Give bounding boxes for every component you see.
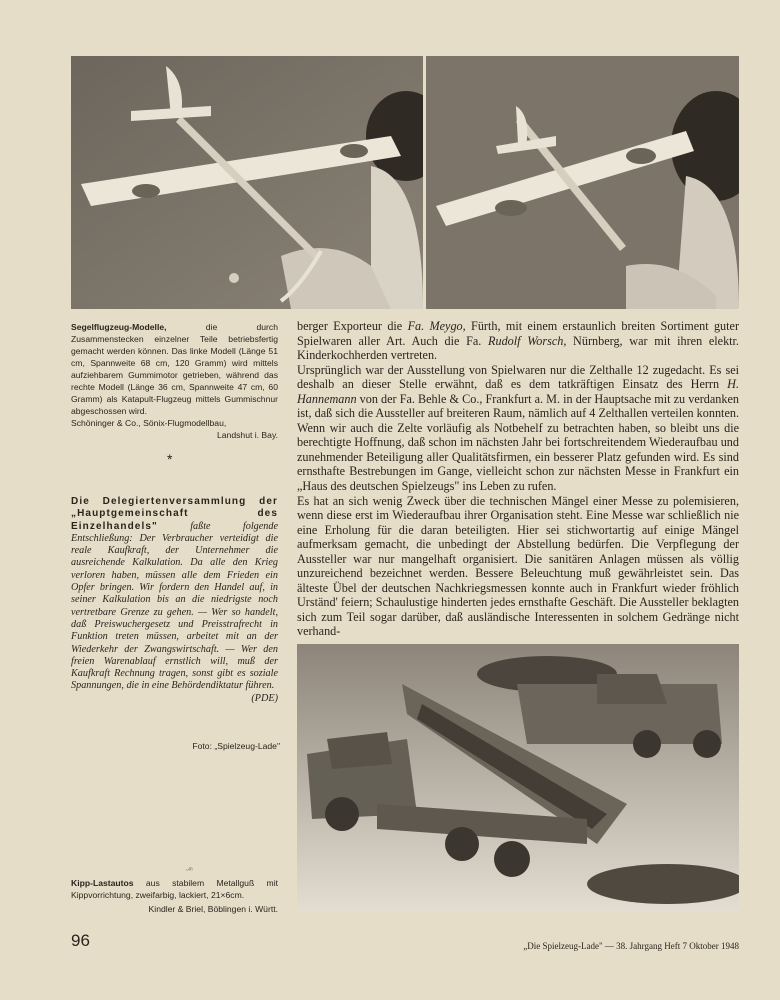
photo-glider-motor xyxy=(71,56,423,309)
page-number: 96 xyxy=(71,931,90,950)
journal-footer: „Die Spielzeug-Lade" — 38. Jahrgang Heft 7 Oktober 1948 xyxy=(523,941,739,951)
delegates-heading: Die Delegiertenversammlung der „Hauptgemeinschaft des Einzelhandels" xyxy=(71,496,278,532)
photo-dump-trucks xyxy=(297,644,739,912)
glider-caption-credit xyxy=(71,417,278,441)
delegates-intro: faßte folgende Entschließung: xyxy=(71,520,278,544)
firm-meygo: Fa. Meygo, xyxy=(407,319,466,333)
delegates-body: Der Verbraucher verteidigt die reale Kaufkraft, der Unternehmer die ausreichende Kalkulation. Da alle den Krieg verloren haben, müssen alle dem Frieden ein Opfer bringen. Wir fordern den Handel auf, in seiner Kalkulation bis an die niedrigste noch vertretbare Grenze zu gehen. — Wer so handelt, daß Preiswuchergesetz und Preisstrafrecht in Funktion treten müssen, arbeitet mit an der Wiederkehr der Zwangswirtschaft. — Wer den freien Warenablauf ernstlich will, muß der Kaufkraft Rechnung tragen, sonst gibt es soziale Spannungen, die in eine Behördendiktatur führen. xyxy=(71,532,278,692)
article-body xyxy=(297,319,739,639)
glider-caption-title: Segelflugzeug-Modelle, xyxy=(71,322,167,332)
p1-part-b: Fürth, mit einem erstaunlich breiten Sortiment guter Spielwaren aller Art. Auch die Fa. xyxy=(297,319,739,348)
small-mark: ᵕᵐ xyxy=(186,867,193,874)
paragraph-2 xyxy=(297,363,739,494)
photo-credit: Foto: „Spielzeug-Lade" xyxy=(192,741,280,751)
photo-glider-catapult xyxy=(426,56,739,309)
glider-credit-line2: Landshut i. Bay. xyxy=(217,430,278,440)
p2-part-b: von der Fa. Behle & Co., Frankfurt a. M. in der Hauptsache mit zu verdanken ist, daß sich die Aussteller auf breiteren Raum, nämlich auf 4 Zelthallen verteilen konnten. Wenn wir auch die Zelte vorläufig als Notbehelf zu betrachten haben, so bleibt uns die berechtigte Hoffnung, daß schon im nächsten Jahr bei fortschreitendem Wiederaufbau und zunehmender Beteiligung aller Qualitätsfirmen, ein besserer Platz gefunden wird. Es sind ernsthafte Bestrebungen im Gange, vielleicht schon zur nächsten Messe in Frankfurt ein „Haus des deutschen Spielzeugs" ins Leben zu rufen. xyxy=(297,391,739,494)
person-hannemann: H. Hannemann xyxy=(297,377,739,406)
glider-credit-line1: Schöninger & Co., Sönix-Flugmodellbau, xyxy=(71,418,227,428)
glider-photo-right-image xyxy=(426,56,739,309)
delegates-resolution-box xyxy=(71,496,278,705)
truck-caption-text: aus stabilem Metallguß mit Kippvorrichtung, zweifarbig, lackiert, 21×6cm. xyxy=(71,878,278,900)
p2-part-a: Ursprünglich war der Ausstellung von Spielwaren nur die Zelthalle 12 zugedacht. Es sei deshalb an dieser Stelle erwähnt, daß es dem tatkräftigen Einsatz des Herrn xyxy=(297,362,739,392)
firm-worsch: Rudolf Worsch, xyxy=(488,333,567,348)
section-separator: * xyxy=(167,451,173,467)
truck-caption-credit: Kindler & Briel, Böblingen i. Württ. xyxy=(148,904,278,914)
truck-photo-image xyxy=(297,644,739,912)
truck-caption xyxy=(71,877,278,901)
delegates-source: (PDE) xyxy=(251,692,278,704)
p1-part-a: berger Exporteur die xyxy=(297,319,408,333)
glider-caption-text: die durch Zusammenstecken einzelner Teile betriebsfertig gemacht werden können. Das linke Modell (Länge 51 cm, Spannweite 68 cm, 120 Gramm) wird mittels aufziehbarem Gummimotor getrieben, während das rechte Modell (Länge 36 cm, Spannweite 47 cm, 60 Gramm) als Katapult-Flugzeug mittels Gummischnur abgeschossen wird. xyxy=(71,322,278,416)
glider-caption xyxy=(71,321,278,417)
truck-caption-title: Kipp-Lastautos xyxy=(71,878,134,888)
paragraph-3: Es hat an sich wenig Zweck über die technischen Mängel einer Messe zu polemisieren, wenn diese erst im Wiederaufbau ihrer Organisation steht. Eine Messe war schließlich nie eine Erholung für die daran beteiligten. Hier sei stichwortartig auf einige Mängel aufmerksam gemacht, die unbedingt der Abstellung bedürfen. Die Verpflegung der Aussteller war nur mangelhaft organisiert. Die sanitären Anlagen müssen als völlig unzureichend bezeichnet werden. Bessere Beleuchtung muß gewährleistet sein. Das älteste Übel der deutschen Nachkriegsmessen konnte auch in Frankfurt wieder fröhlich Urständ' feiern; Schaulustige hinderten jedes ernsthafte Geschäft. Die Aussteller beklagten sich zum Teil sogar darüber, daß ausländische Interessenten in solchem Gedränge nicht verhand- xyxy=(297,493,739,639)
glider-photo-left-image xyxy=(71,56,423,309)
p1-part-c: Nürnberg, war mit ihren elektr. Kinderkochherden vertreten. xyxy=(297,333,739,363)
paragraph-1 xyxy=(297,319,739,363)
